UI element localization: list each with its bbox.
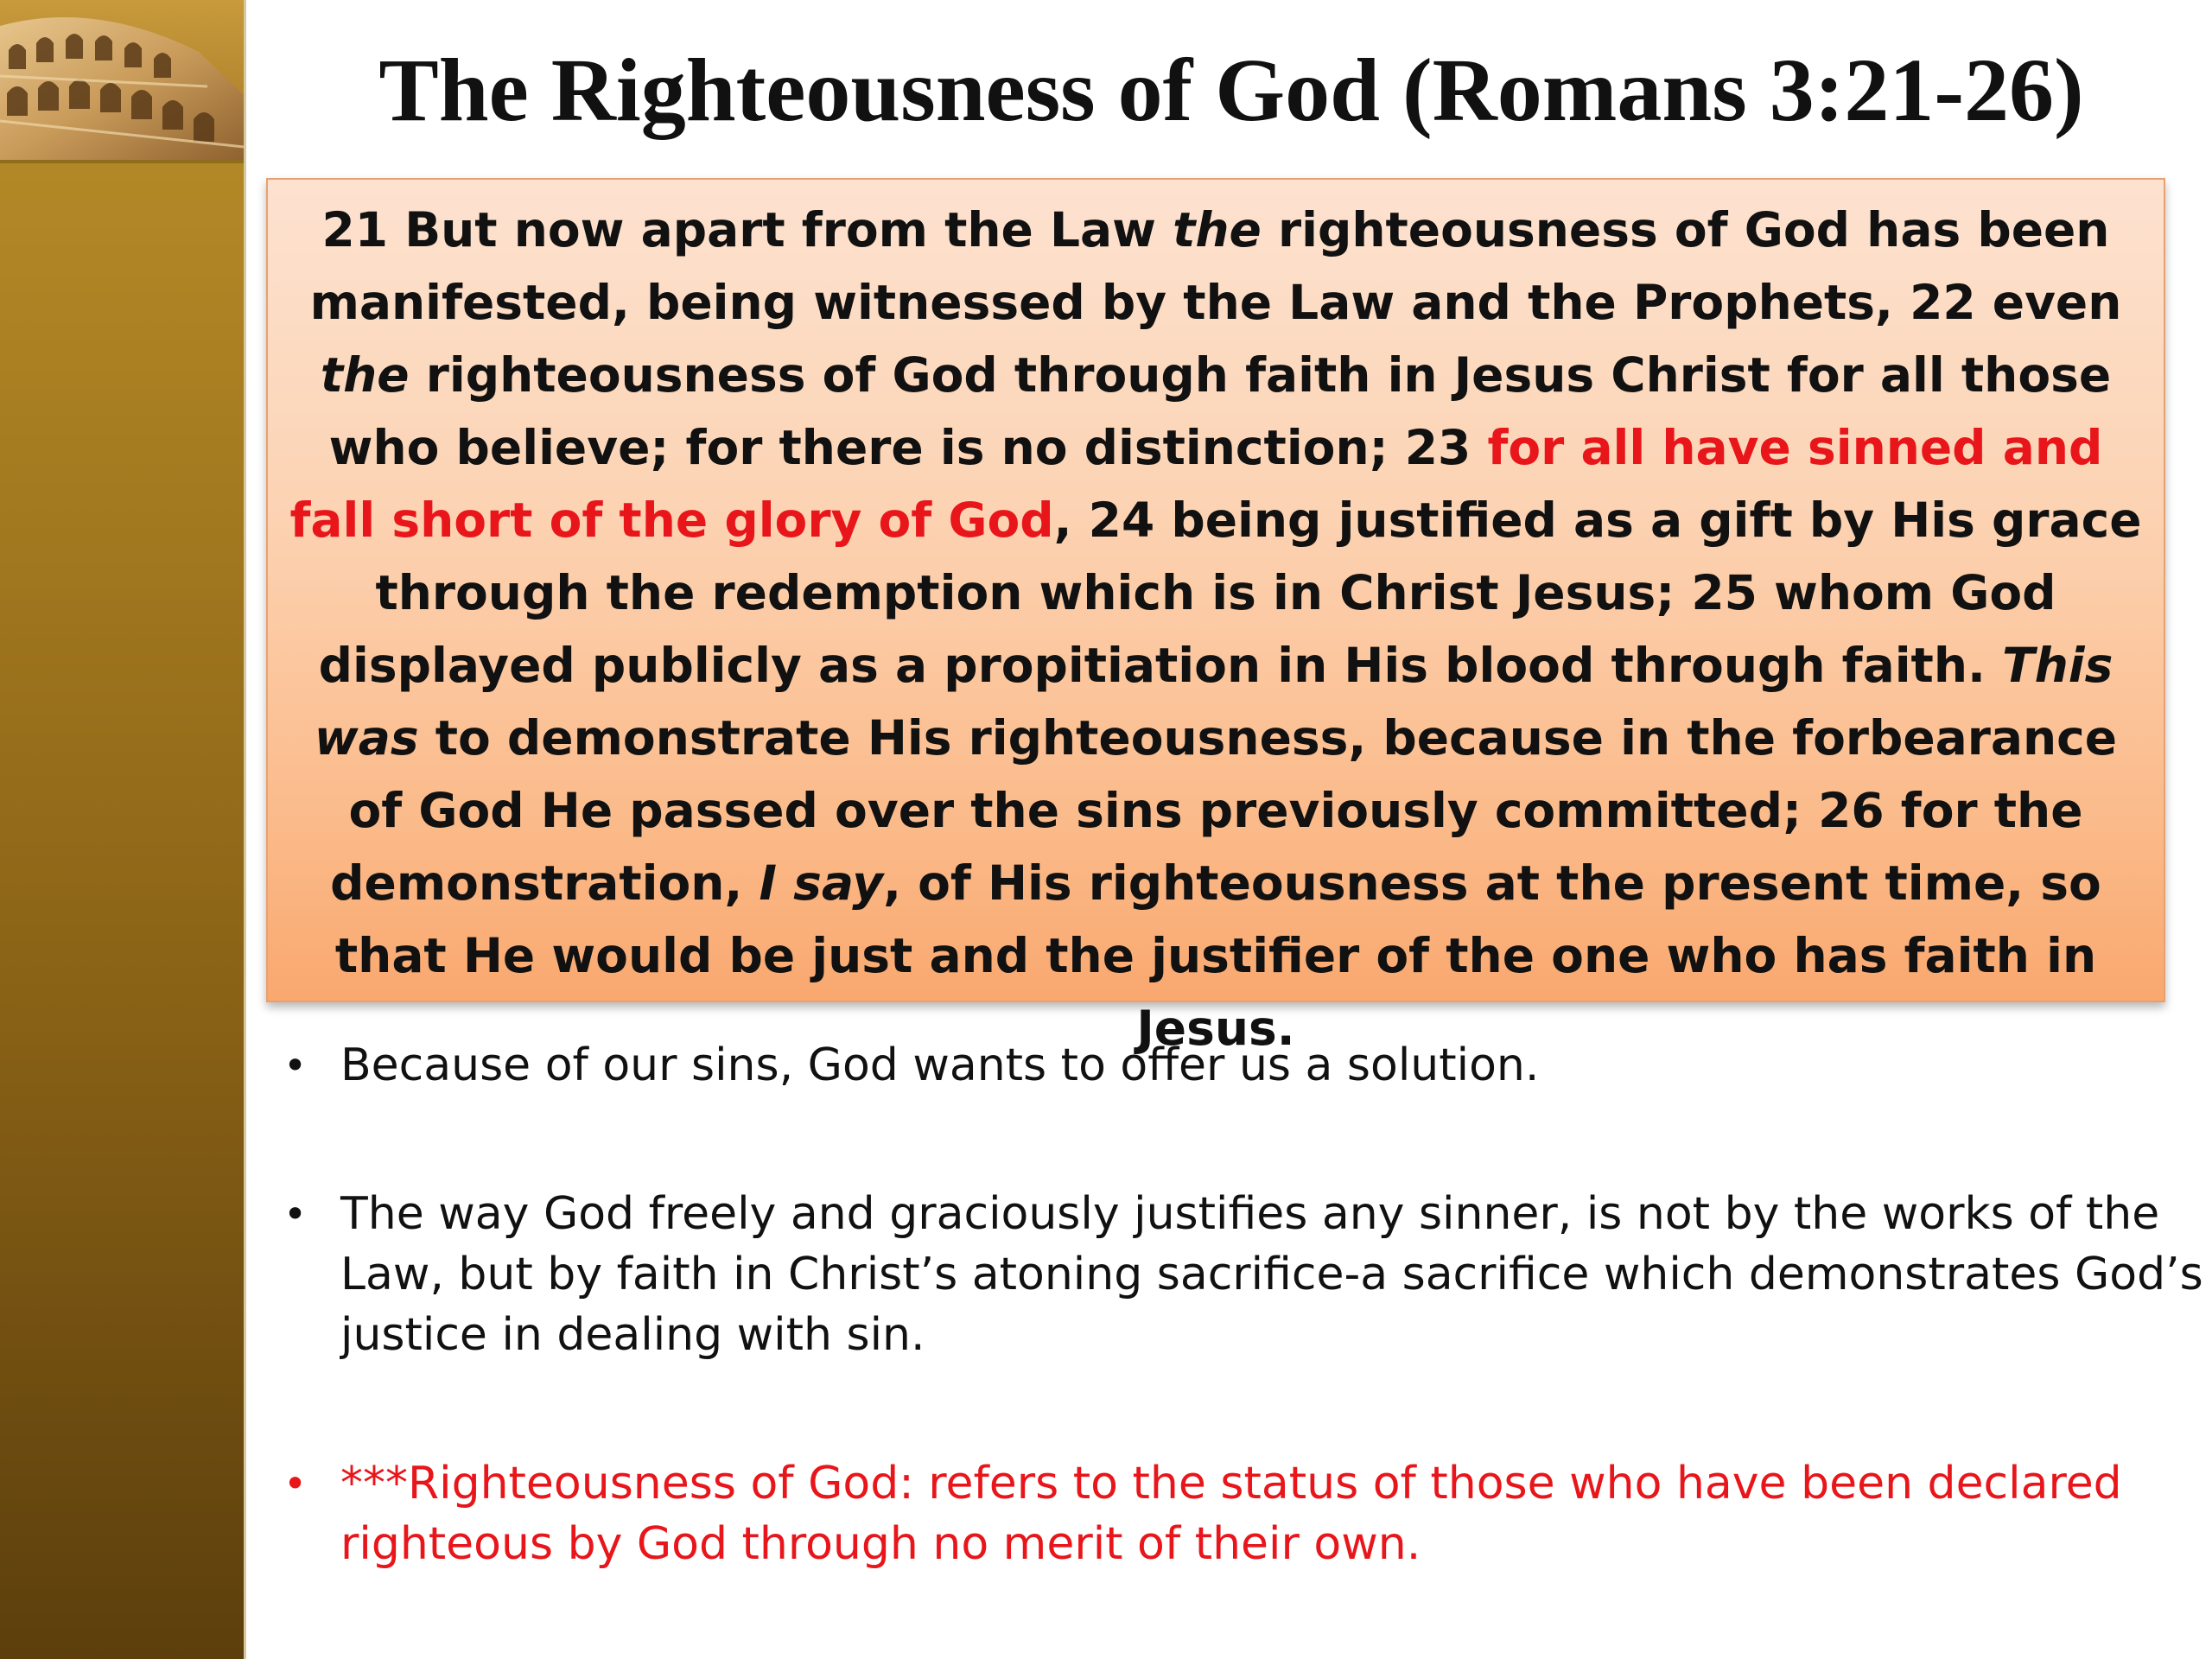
scripture-italic-segment: the <box>320 347 410 403</box>
bullet-marker: • <box>283 1460 308 1507</box>
colosseum-image <box>0 0 244 160</box>
scripture-italic-segment: This was <box>314 638 2113 766</box>
sidebar-decoration <box>0 0 246 1659</box>
bullet-marker: • <box>283 1191 308 1237</box>
scripture-text-segment: righteousness of God has been manifested, being witnessed by the Law and the Prophets, 22 even <box>309 202 2122 330</box>
bullet-marker: • <box>283 1042 308 1089</box>
scripture-text-segment: righteousness of God through faith in Jesus Christ for all those who believe; for there is no distinction; 23 <box>328 347 2112 475</box>
scripture-text-segment: 21 But now apart from the Law <box>321 202 1173 257</box>
bullet-text: Because of our sins, God wants to offer us a solution. <box>340 1039 1540 1091</box>
bullet-text: The way God freely and graciously justifies any sinner, is not by the works of the Law, but by faith in Christ’s atoning sacrifice-a sacrifice which demonstrates God’s justice in dealing with sin. <box>340 1188 2203 1361</box>
scripture-text-segment: , 24 being justified as a gift by His grace through the redemption which is in Christ Jesus; 25 whom God displayed publicly as a propitiation in His blood through faith. <box>318 493 2142 693</box>
scripture-text-segment: to demonstrate His righteousness, because in the forbearance of God He passed over the sins previously committed; 26 for the demonstration, <box>330 710 2118 911</box>
scripture-highlight-segment: for all have sinned and fall short of the glory of God <box>289 420 2103 548</box>
slide-title: The Righteousness of God (Romans 3:21-26) <box>378 41 2084 140</box>
bullet-text: ***Righteousness of God: refers to the status of those who have been declared righteous by God through no merit of their own. <box>340 1458 2122 1570</box>
scripture-passage-box <box>266 178 2165 1056</box>
scripture-italic-segment: I say <box>759 855 884 911</box>
scripture-italic-segment: the <box>1173 202 1262 257</box>
sidebar-divider <box>0 160 244 163</box>
scripture-text-segment: , of His righteousness at the present time, so that He would be just and the justifier of the one who has faith in Jesus. <box>334 855 2101 1056</box>
